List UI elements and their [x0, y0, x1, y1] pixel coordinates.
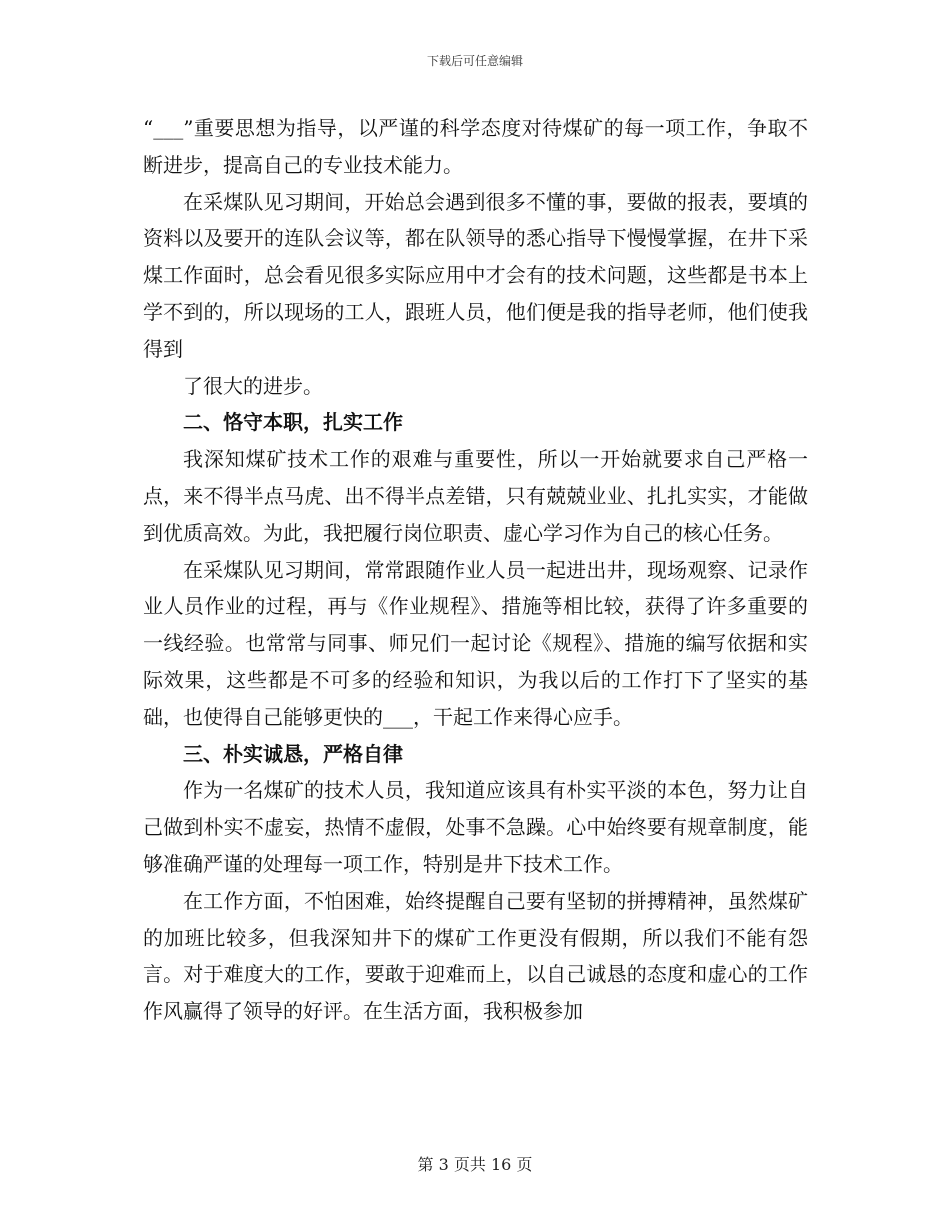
page-header: 下载后可任意编辑 — [426, 54, 523, 68]
page-footer: 第 3 页共 16 页 — [417, 1155, 533, 1174]
paragraph-3: 了很大的进步。 — [183, 373, 323, 398]
paragraph-1: “___”重要思想为指导，以严谨的科学态度对待煤矿的每一项工作，争取不断进步，提高自己的专业技术能力。 — [143, 116, 808, 177]
document-body — [143, 110, 808, 1030]
paragraph-7: 在工作方面，不怕困难，始终提醒自己要有坚韧的拼搏精神，虽然煤矿的加班比较多，但我深知井下的煤矿工作更没有假期，所以我们不能有怨言。对于难度大的工作，要敢于迎难而上，以自己诚恳的态度和虚心的工作作风赢得了领导的好评。在生活方面，我积极参加 — [143, 888, 808, 1024]
section-heading-2: 二、恪守本职，扎实工作 — [183, 410, 403, 435]
paragraph-5: 在采煤队见习期间，常常跟随作业人员一起进出井，现场观察、记录作业人员作业的过程，再与《作业规程》、措施等相比较，获得了许多重要的一线经验。也常常与同事、师兄们一起讨论《规程》、措施的编写依据和实际效果，这些都是不可多的经验和知识，为我以后的工作打下了坚实的基础，也使得自己能够更快的___，干起工作来得心应手。 — [143, 557, 808, 729]
paragraph-2: 在采煤队见习期间，开始总会遇到很多不懂的事，要做的报表，要填的资料以及要开的连队会议等，都在队领导的悉心指导下慢慢掌握，在井下采煤工作面时，总会看见很多实际应用中才会有的技术问题，这些都是书本上学不到的，所以现场的工人，跟班人员，他们便是我的指导老师，他们使我得到 — [143, 189, 808, 361]
section-heading-3: 三、朴实诚恳，严格自律 — [183, 741, 403, 766]
paragraph-4: 我深知煤矿技术工作的艰难与重要性，所以一开始就要求自己严格一点，来不得半点马虎、出不得半点差错，只有兢兢业业、扎扎实实，才能做到优质高效。为此，我把履行岗位职责、虚心学习作为自己的核心任务。 — [143, 447, 808, 545]
paragraph-6: 作为一名煤矿的技术人员，我知道应该具有朴实平淡的本色，努力让自己做到朴实不虚妄，热情不虚假，处事不急躁。心中始终要有规章制度，能够准确严谨的处理每一项工作，特别是井下技术工作。 — [143, 778, 808, 876]
